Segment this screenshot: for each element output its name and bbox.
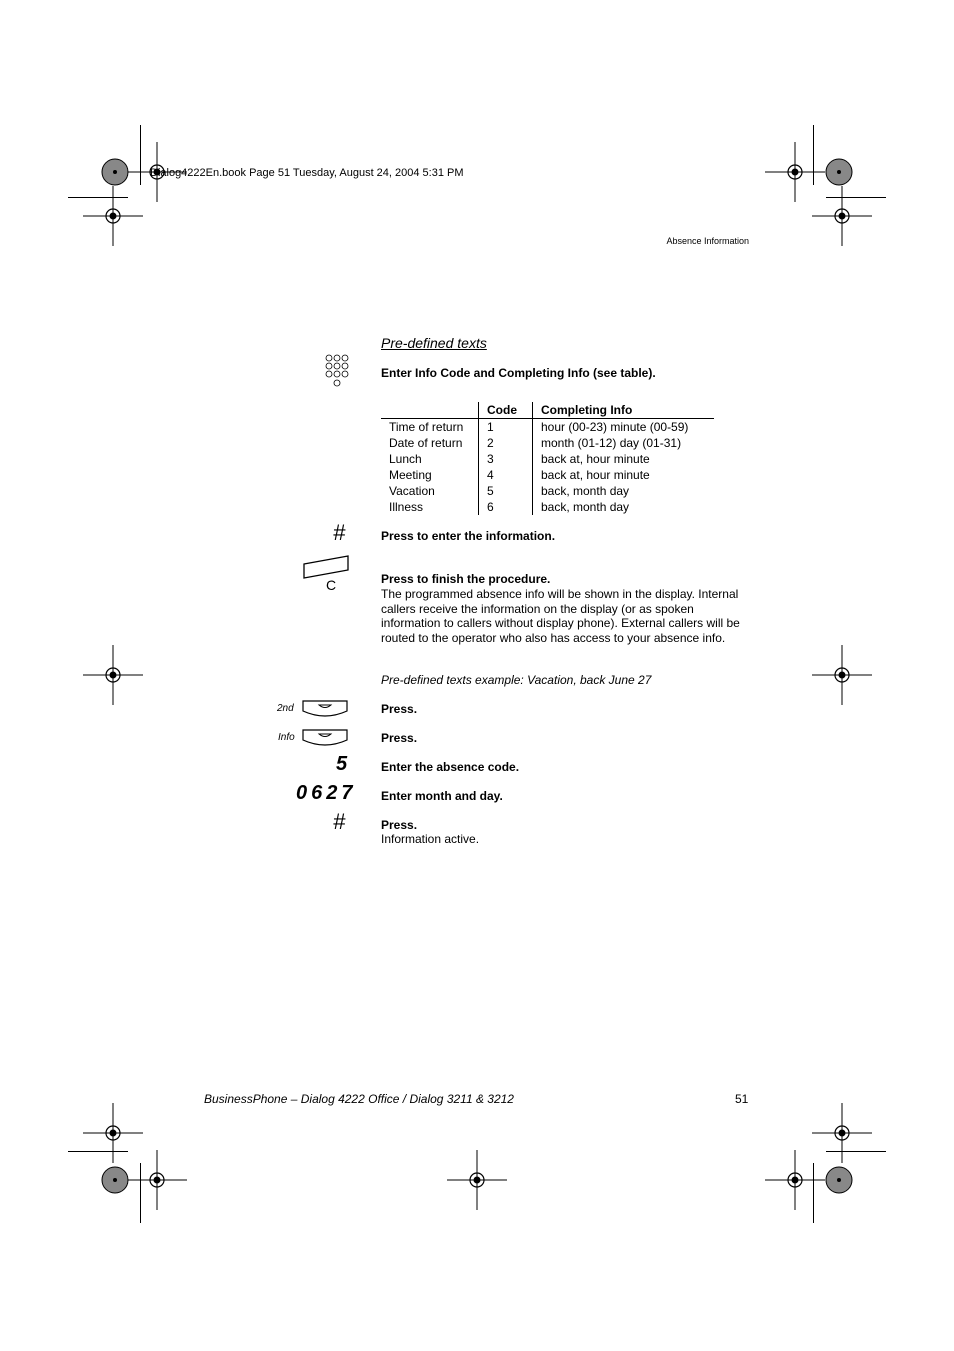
table-cell: back, month day [533, 483, 715, 499]
table-cell: Vacation [389, 484, 435, 498]
table-cell: 2 [479, 435, 533, 451]
table-header-cell: Code [479, 402, 533, 419]
table-row [381, 435, 714, 451]
table-cell: 3 [479, 451, 533, 467]
information-active-text: Information active. [381, 832, 480, 846]
table-cell: Lunch [389, 452, 422, 466]
absence-code-table [381, 402, 714, 515]
table-header-cell: Completing Info [533, 402, 715, 419]
table-row [381, 419, 714, 436]
press-instruction-hash: Press. [381, 818, 418, 832]
table-cell: 4 [479, 467, 533, 483]
table-row [381, 467, 714, 483]
running-head: Absence Information [666, 236, 749, 246]
press-instruction-info: Press. [381, 731, 418, 745]
enter-absence-code-instruction: Enter the absence code. [381, 760, 520, 774]
example-title: Pre-defined texts example: Vacation, back June 27 [381, 673, 652, 687]
table-cell: back at, hour minute [533, 451, 715, 467]
second-function-key-icon [300, 697, 350, 719]
footer-title: BusinessPhone – Dialog 4222 Office / Dialog 3211 & 3212 [204, 1092, 514, 1106]
enter-month-day-instruction: Enter month and day. [381, 789, 503, 803]
table-cell: month (01-12) day (01-31) [533, 435, 715, 451]
key-label-2nd: 2nd [277, 703, 294, 714]
file-info-header: Dialog4222En.book Page 51 Tuesday, August 24, 2004 5:31 PM [150, 167, 464, 179]
table-cell: Illness [389, 500, 424, 514]
table-cell: Meeting [389, 468, 432, 482]
table-row [381, 483, 714, 499]
table-cell: 5 [479, 483, 533, 499]
table-row [381, 499, 714, 515]
info-key-icon [300, 726, 350, 748]
table-cell: back at, hour minute [533, 467, 715, 483]
keypad-icon [324, 353, 352, 389]
finish-description: The programmed absence info will be shown in the display. Internal callers receive the information on the display (or as spoken information to callers without display phone). External callers will be routed to the operator who also has access to your absence info. [381, 587, 740, 645]
digit-5-key: 5 [336, 753, 352, 775]
hash-key-icon: # [333, 809, 346, 834]
page-number: 51 [735, 1092, 749, 1106]
press-finish-instruction: Press to finish the procedure. [381, 572, 551, 586]
key-label-info: Info [278, 732, 295, 743]
table-cell: 6 [479, 499, 533, 515]
section-title: Pre-defined texts [381, 335, 487, 351]
table-header-cell [381, 402, 479, 419]
press-enter-instruction: Press to enter the information. [381, 529, 556, 543]
hash-key-icon: # [333, 520, 346, 545]
digits-date-keys: 0627 [296, 782, 357, 804]
table-cell: 1 [479, 419, 533, 436]
press-instruction-2nd: Press. [381, 702, 418, 716]
table-cell: Time of return [389, 420, 464, 434]
enter-info-code-instruction: Enter Info Code and Completing Info (see table). [381, 366, 656, 380]
table-row [381, 451, 714, 467]
table-cell: Date of return [389, 436, 463, 450]
table-header-row [381, 402, 714, 419]
table-cell: back, month day [533, 499, 715, 515]
table-cell: hour (00-23) minute (00-59) [533, 419, 715, 436]
clear-key-label: C [326, 577, 337, 593]
